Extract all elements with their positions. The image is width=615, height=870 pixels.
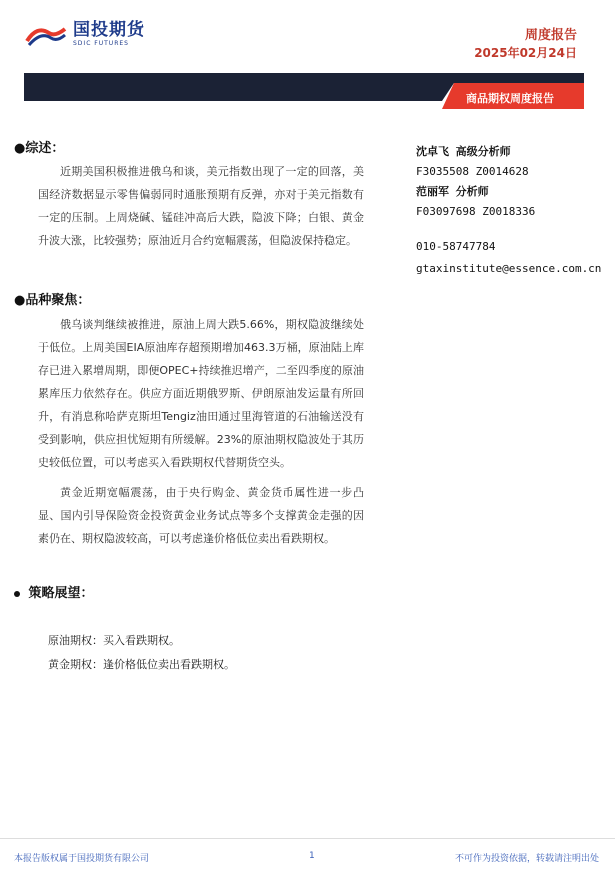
company-logo [25, 22, 145, 47]
strategy-heading [14, 582, 94, 601]
logo-name-en: SDIC FUTURES [73, 40, 129, 47]
focus-paragraph-gold: 黄金近期宽幅震荡，由于央行购金、黄金货币属性进一步凸显、国内引导保险资金投资黄金业务试点等多个支撑黄金走强的因素仍在、期权隐波较高，可以考虑逢价格低位卖出看跌期权。 [38, 486, 364, 545]
strategy-item-oil: 原油期权：买入看跌期权。 [48, 634, 180, 647]
strategy-item-gold: 黄金期权：逢价格低位卖出看跌期权。 [48, 658, 235, 671]
contact-phone: 010-58747784 [416, 240, 496, 253]
bullet-icon [14, 591, 20, 597]
focus-title: ●品种聚焦： [14, 293, 91, 308]
summary-text: 近期美国积极推进俄乌和谈，美元指数出现了一定的回落，美国经济数据显示零售偏弱同时通胀预期有反弹，亦对于美元指数有一定的压制。上周烧碱、锰硅冲高后大跌，隐波下降；白银、黄金升波大涨，比较强势；原油近月合约宽幅震荡，但隐波保持稳定。 [38, 165, 364, 247]
footer-disclaimer: 不可作为投资依据，转载请注明出处 [454, 854, 599, 864]
footer-copyright: 本报告版权属于国投期货有限公司 [14, 854, 150, 864]
analyst-2-name: 范丽军 分析师 [416, 185, 489, 198]
focus-paragraph-oil: 俄乌谈判继续被推进，原油上周大跌5.66%，期权隐波继续处于低位。上周美国EIA原油库存超预期增加463.3万桶，原油陆上库存已进入累增周期，即便OPEC+持续推迟增产，二至四季度的原油累库压力依然存在。供应方面近期俄罗斯、伊朗原油发运量有所回升，有消息称哈萨克斯坦Tengiz油田通过里海管道的石油输送没有受到影响，供应担忧短期有所缓解。23%的原油期权隐波处于其历史较低位置，可以考虑买入看跌期权代替期货空头。 [38, 318, 364, 469]
report-date: 2025年02月24日 [474, 46, 577, 60]
logo-name-cn: 国投期货 [73, 20, 145, 40]
title-banner [24, 73, 584, 109]
strategy-title: 策略展望： [28, 586, 94, 601]
summary-title: ●综述： [14, 141, 65, 156]
banner-label: 商品期权周度报告 [466, 92, 554, 105]
logo-mark-icon [25, 23, 67, 47]
footer-divider [0, 838, 615, 839]
analyst-1-name: 沈卓飞 高级分析师 [416, 145, 511, 158]
report-type: 周度报告 [524, 28, 577, 43]
analyst-2-ids: F03097698 Z0018336 [416, 205, 536, 218]
contact-email[interactable]: gtaxinstitute@essence.com.cn [416, 262, 602, 275]
analyst-1-ids: F3035508 Z0014628 [416, 165, 529, 178]
page-number: 1 [309, 851, 315, 861]
